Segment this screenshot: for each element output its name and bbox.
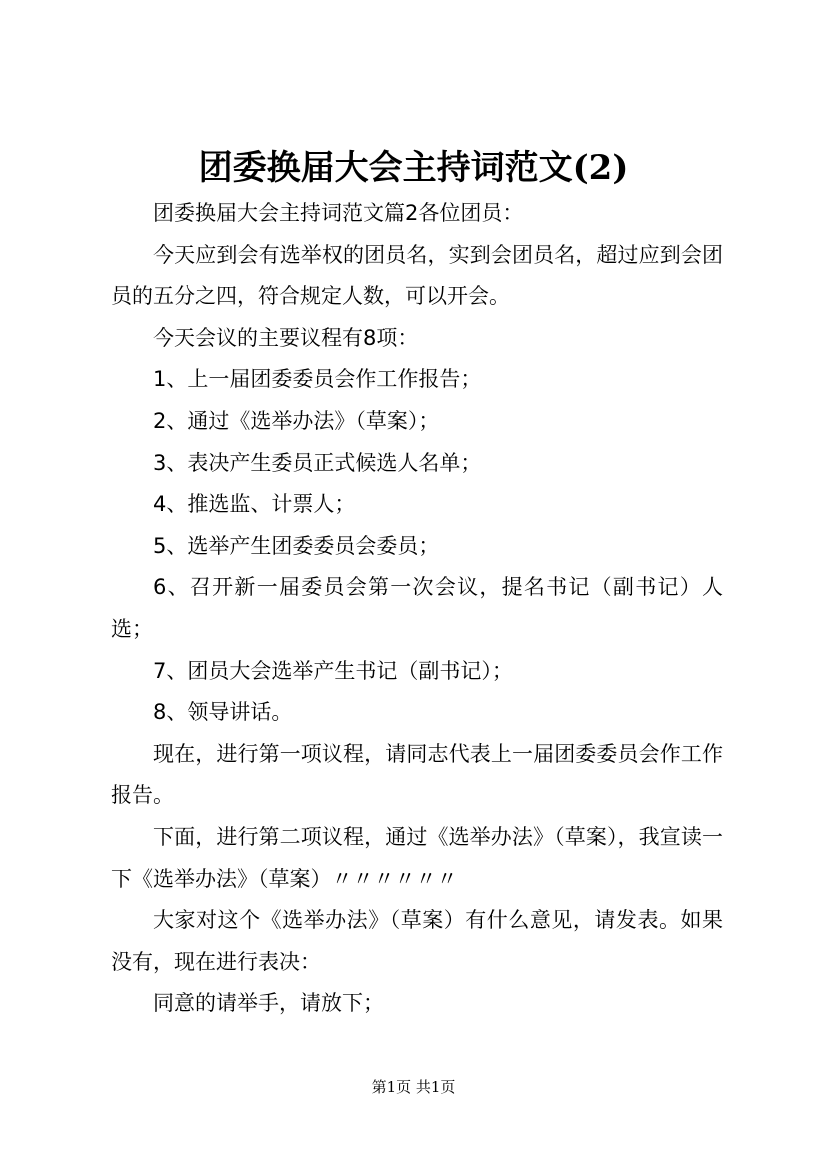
document-body [111, 193, 723, 1025]
paragraph: 现在，进行第一项议程，请同志代表上一届团委委员会作工作报告。 [111, 741, 723, 808]
agenda-item: 6、召开新一届委员会第一次会议，提名书记（副书记）人选； [111, 575, 723, 641]
paragraph: 团委换届大会主持词范文篇2各位团员： [153, 201, 524, 225]
paragraph: 今天会议的主要议程有8项： [153, 325, 419, 350]
paragraph: 下面，进行第二项议程，通过《选举办法》（草案），我宣读一下《选举办法》（草案）〃〃〃〃〃〃 [111, 824, 723, 891]
agenda-item: 3、表决产生委员正式候选人名单； [153, 450, 482, 475]
agenda-item: 7、团员大会选举产生书记（副书记）； [153, 658, 513, 683]
paragraph: 今天应到会有选举权的团员名，实到会团员名，超过应到会团员的五分之四，符合规定人数，可以开会。 [111, 242, 723, 309]
page-footer: 第1页 共1页 [371, 1078, 456, 1096]
paragraph: 同意的请举手，请放下； [153, 991, 384, 1016]
agenda-item: 5、选举产生团委委员会委员； [153, 533, 440, 558]
paragraph: 大家对这个《选举办法》（草案）有什么意见，请发表。如果没有，现在进行表决： [111, 908, 723, 974]
agenda-item: 4、推选监、计票人； [153, 492, 356, 517]
agenda-item: 1、上一届团委委员会作工作报告； [153, 367, 482, 392]
page-title: 团委换届大会主持词范文(2) [198, 148, 629, 188]
agenda-item: 2、通过《选举办法》（草案）； [153, 408, 440, 433]
agenda-item: 8、领导讲话。 [153, 700, 293, 725]
